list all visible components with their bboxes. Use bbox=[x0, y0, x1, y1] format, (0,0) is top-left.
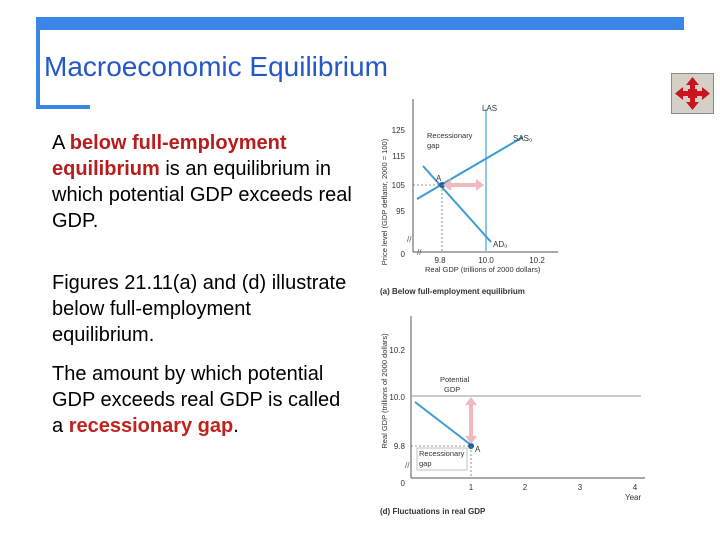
paragraph-gap bbox=[52, 361, 352, 439]
figure-a-ad-label: AD₀ bbox=[493, 240, 508, 249]
figure-a-ylabel: Price level (GDP deflator, 2000 = 100) bbox=[380, 138, 389, 266]
figure-d-xtick: 3 bbox=[577, 483, 583, 492]
paragraph-gap-pre: The amount by which potential GDP exceeds real GDP is called a bbox=[52, 363, 341, 437]
figure-d-ytick: 10.0 bbox=[389, 393, 405, 402]
figure-a-gap-label-2: gap bbox=[427, 141, 440, 150]
paragraph-figures: Figures 21.11(a) and (d) illustrate below full-employment equilibrium. bbox=[52, 272, 347, 346]
figure-d-caption: (d) Fluctuations in real GDP bbox=[380, 507, 486, 516]
slide-frame-top-bar bbox=[36, 17, 684, 30]
paragraph-definition bbox=[52, 130, 352, 234]
figure-a-xtick: 10.2 bbox=[529, 256, 545, 265]
figure-a-chart bbox=[373, 84, 673, 304]
figure-a-ad-curve bbox=[423, 166, 491, 242]
slide-title: Macroeconomic Equilibrium bbox=[44, 51, 388, 82]
figure-d-ytick: 0 bbox=[400, 479, 405, 488]
figure-d-xtick: 2 bbox=[522, 483, 528, 492]
figure-d-real-gdp-line bbox=[415, 402, 471, 445]
figure-d-xtick: 1 bbox=[468, 483, 474, 492]
figure-d-gap-arrow bbox=[465, 397, 477, 444]
figure-d-point-label: A bbox=[475, 445, 481, 454]
slide-frame-left-foot bbox=[36, 105, 90, 109]
figure-d-potential-label: Potential bbox=[440, 375, 470, 384]
figure-a-las-label: LAS bbox=[482, 104, 498, 113]
figure-d-potential-label-2: GDP bbox=[444, 385, 461, 394]
figure-a-ytick: 0 bbox=[400, 250, 405, 259]
figure-d-xtick: 4 bbox=[632, 483, 638, 492]
figure-a-point-label: A bbox=[436, 174, 442, 183]
move-arrows-icon[interactable] bbox=[671, 73, 714, 114]
paragraph-definition-pre: A bbox=[52, 132, 70, 154]
figure-a-gap-label: Recessionary bbox=[427, 131, 473, 140]
term-recessionary-gap: recessionary gap bbox=[68, 415, 234, 437]
paragraph-gap-post: . bbox=[233, 415, 239, 437]
figure-a-xtick: 9.8 bbox=[434, 256, 446, 265]
figure-a-caption: (a) Below full-employment equilibrium bbox=[380, 287, 525, 296]
figure-d-gap-label-2: gap bbox=[419, 459, 432, 468]
figure-a-ytick: 115 bbox=[392, 152, 405, 161]
figure-d-ytick: 9.8 bbox=[393, 442, 405, 451]
slide-frame-left-bar bbox=[36, 17, 40, 109]
figure-d-axis-break: // bbox=[405, 461, 410, 470]
figure-d-gap-label: Recessionary bbox=[419, 449, 465, 458]
figure-a-sas-label: SAS₀ bbox=[513, 134, 533, 143]
figure-d-chart bbox=[373, 306, 673, 521]
figure-d-xlabel: Year bbox=[625, 493, 642, 502]
paragraph-definition-post: is an equilibrium in which potential GDP exceeds real GDP. bbox=[52, 158, 352, 232]
figure-a-ytick: 105 bbox=[391, 181, 405, 190]
figure-a-xtick: 10.0 bbox=[478, 256, 494, 265]
figure-a-ytick: 95 bbox=[396, 207, 405, 216]
figure-a-xlabel: Real GDP (trillions of 2000 dollars) bbox=[425, 265, 541, 274]
figure-a-axis-break-x: // bbox=[417, 248, 422, 257]
figure-a-ytick: 125 bbox=[391, 126, 405, 135]
term-below-full-employment: below full-employment equilibrium bbox=[52, 132, 287, 180]
figure-a-axis-break: // bbox=[407, 235, 412, 244]
figure-d-ylabel: Real GDP (trillions of 2000 dollars) bbox=[380, 333, 389, 449]
figure-a-gap-arrow bbox=[443, 179, 484, 191]
figure-d-ytick: 10.2 bbox=[389, 346, 405, 355]
